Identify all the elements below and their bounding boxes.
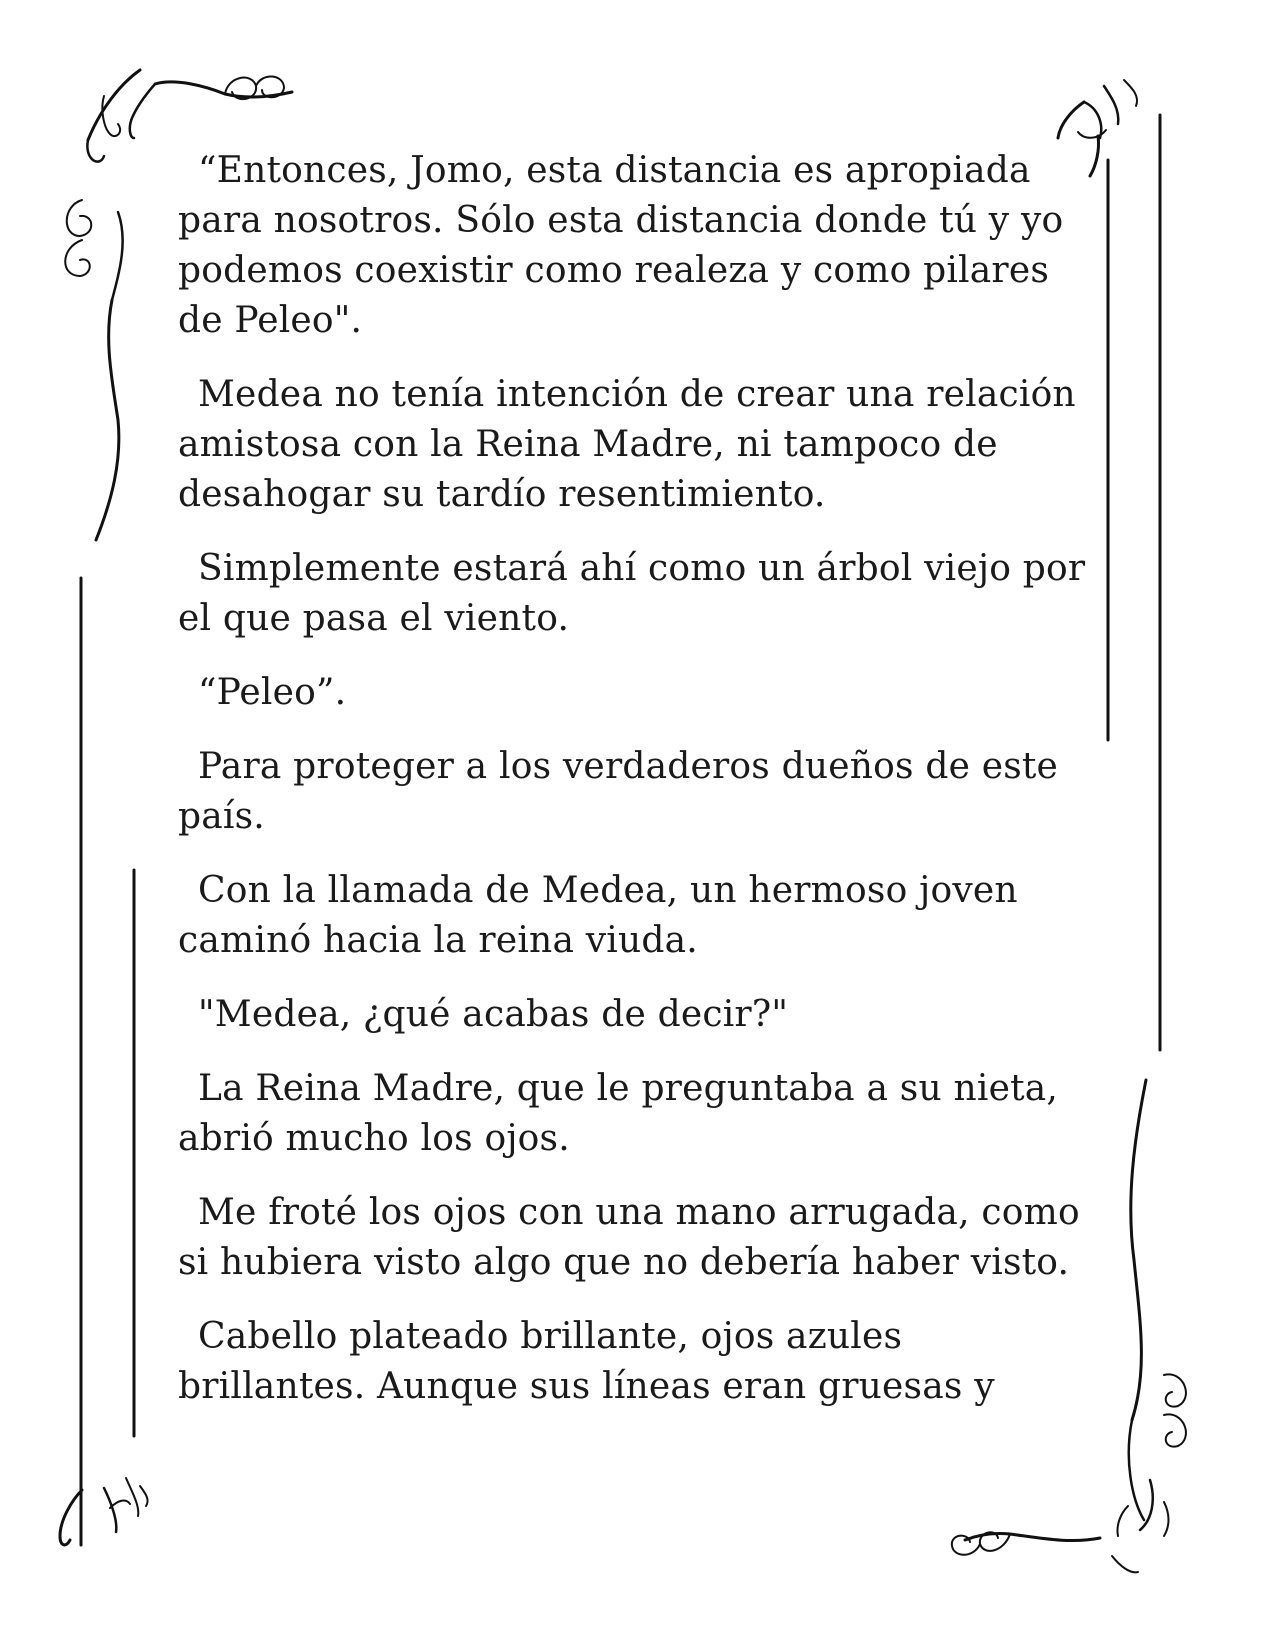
- bottom-left-flourish-icon: [60, 1478, 148, 1545]
- paragraph: Cabello plateado brillante, ojos azules brillantes. Aunque sus líneas eran gruesas y: [178, 1316, 995, 1407]
- paragraph: Simplemente estará ahí como un árbol viejo por el que pasa el viento.: [178, 548, 1086, 639]
- paragraph: "Medea, ¿qué acabas de decir?": [198, 994, 789, 1035]
- paragraph: Me froté los ojos con una mano arrugada, como si hubiera visto algo que no debería haber visto.: [178, 1192, 1080, 1283]
- paragraph: “Peleo”.: [198, 672, 347, 713]
- paragraph: La Reina Madre, que le preguntaba a su nieta, abrió mucho los ojos.: [178, 1068, 1059, 1159]
- paragraph: Con la llamada de Medea, un hermoso joven caminó hacia la reina viuda.: [178, 870, 1018, 961]
- paragraph: “Entonces, Jomo, esta distancia es apropiada para nosotros. Sólo esta distancia donde tú y yo podemos coexistir como realeza y como pilares de Peleo".: [178, 150, 1064, 341]
- document-body: [178, 146, 1098, 1436]
- paragraph: Para proteger a los verdaderos dueños de este país.: [178, 746, 1059, 837]
- paragraph: Medea no tenía intención de crear una relación amistosa con la Reina Madre, ni tampoco de desahogar su tardío resentimiento.: [178, 374, 1076, 515]
